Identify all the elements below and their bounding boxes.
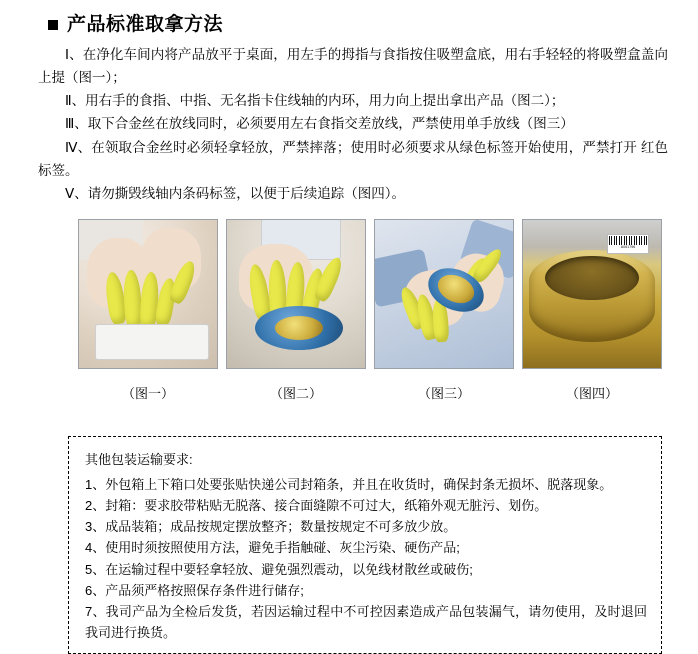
packing-note-6: 6、产品须严格按照保存条件进行储存; (85, 582, 304, 598)
figure-3-image (374, 219, 514, 369)
step-3: Ⅲ、取下合金丝在放线同时，必须要用左右食指交差放线，严禁使用单手放线（图三） (65, 116, 574, 132)
packing-note-4: 4、使用时须按照使用方法，避免手指触碰、灰尘污染、硬伤产品; (85, 540, 460, 556)
packing-note-2: 2、封箱：要求胶带粘贴无脱落、接合面缝隙不可过大，纸箱外观无脏污、划伤。 (85, 498, 548, 514)
page-title (48, 14, 670, 37)
step-2: Ⅱ、用右手的食指、中指、无名指卡住线轴的内环，用力向上提出拿出产品（图二）； (65, 93, 565, 109)
packing-notes-title: 其他包装运输要求: (85, 452, 193, 468)
packing-note-3: 3、成品装箱；成品按规定摆放整齐；数量按规定不可多放少放。 (85, 519, 457, 535)
steps-list (38, 43, 670, 206)
figure-4-image (522, 219, 662, 369)
figure-3 (374, 219, 514, 402)
figure-1-image (78, 219, 218, 369)
figure-2-caption: （图二） (269, 386, 322, 402)
step-4: Ⅳ、在领取合金丝时必须轻拿轻放，严禁摔落；使用时必须要求从绿色标签开始使用，严禁打开 红色标签。 (38, 139, 668, 178)
figure-2 (226, 219, 366, 402)
packing-notes-box (68, 436, 662, 653)
square-bullet-icon (48, 20, 58, 30)
blister-box-shape (95, 324, 209, 360)
figure-2-image (226, 219, 366, 369)
step-5: Ⅴ、请勿撕毁线轴内条码标签，以便于后续追踪（图四）。 (65, 186, 405, 202)
figure-4 (522, 219, 662, 402)
figure-1-caption: （图一） (121, 386, 174, 402)
figure-1 (78, 219, 218, 402)
figure-4-caption: （图四） (565, 386, 618, 402)
packing-note-7: 7、我司产品为全检后发货，若因运输过程中不可控因素造成产品包装漏气，请勿使用，及时退回我司进行换货。 (85, 603, 647, 640)
figure-row (38, 219, 670, 402)
packing-note-1: 1、外包箱上下箱口处要张贴快递公司封箱条，并且在收货时，确保封条无损坏、脱落现象。 (85, 477, 613, 493)
barcode-label (607, 234, 649, 254)
page-title-text: 产品标准取拿方法 (67, 14, 224, 35)
barcode-label-text: A061796 (620, 244, 636, 250)
step-1: Ⅰ、在净化车间内将产品放平于桌面，用左手的拇指与食指按住吸塑盒底，用右手轻轻的将吸塑盒盖向上提（图一）； (38, 46, 668, 86)
figure-3-caption: （图三） (417, 386, 470, 402)
packing-note-5: 5、在运输过程中要轻拿轻放、避免强烈震动，以免线材散丝或破伤; (85, 561, 473, 577)
